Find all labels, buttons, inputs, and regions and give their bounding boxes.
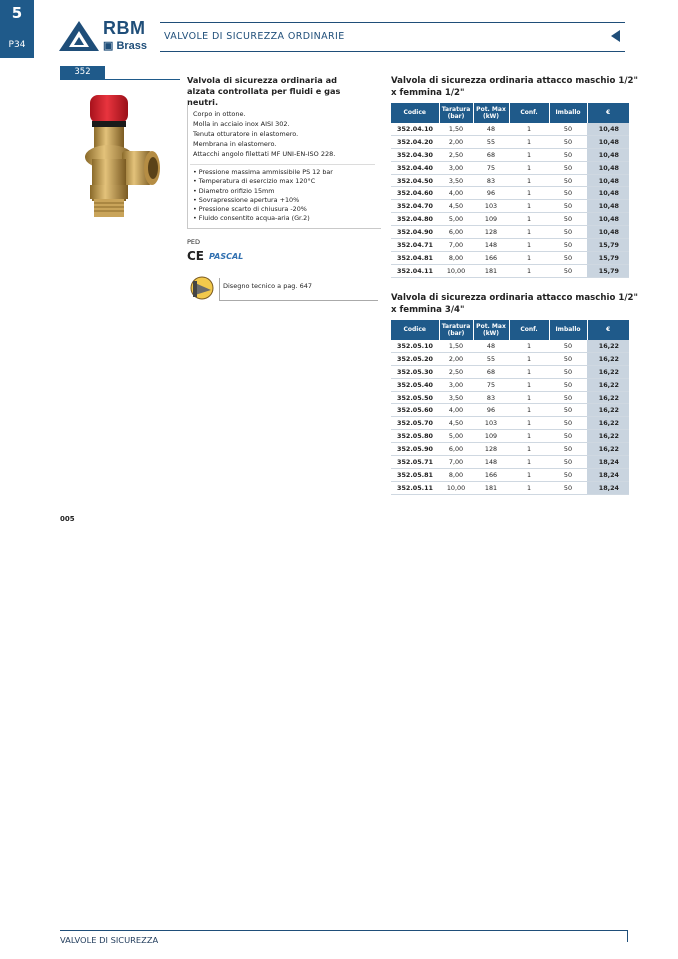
table-cell: 1 [509,481,549,494]
cell-price: 16,22 [587,443,629,456]
col-header: Imballo [549,320,587,340]
cell-price: 15,79 [587,251,629,264]
table-cell: 83 [473,391,509,404]
table-cell: 55 [473,352,509,365]
ce-mark: CE [187,249,205,263]
table-row [391,264,629,277]
table-cell: 75 [473,378,509,391]
table-cell: 96 [473,187,509,200]
table-row [391,148,629,161]
cell-code: 352.04.81 [391,251,439,264]
table-cell: 181 [473,481,509,494]
table-row [391,213,629,226]
table-cell: 83 [473,174,509,187]
table-cell: 50 [549,187,587,200]
table-cell: 3,50 [439,391,473,404]
table-cell: 5,00 [439,430,473,443]
cell-code: 352.04.11 [391,264,439,277]
col-header: Codice [391,320,439,340]
table-cell: 103 [473,417,509,430]
table-cell: 10,00 [439,481,473,494]
cell-code: 352.04.20 [391,135,439,148]
table-cell: 50 [549,251,587,264]
cell-code: 352.04.40 [391,161,439,174]
header-title: VALVOLE DI SICUREZZA ORDINARIE [164,31,345,42]
price-table-1 [391,103,629,278]
cell-price: 16,22 [587,430,629,443]
table-cell: 1 [509,417,549,430]
code-divider [60,79,180,80]
table-cell: 48 [473,123,509,135]
table-cell: 8,00 [439,251,473,264]
table-cell: 50 [549,391,587,404]
table-cell: 1 [509,365,549,378]
list-item: • Fluido consentito acqua-aria (Gr.2) [193,214,310,223]
rbm-triangle-icon [58,20,100,52]
col-header: Imballo [549,103,587,123]
list-item: • Temperatura di esercizio max 120°C [193,177,316,186]
table-cell: 50 [549,161,587,174]
table-cell: 50 [549,378,587,391]
table-cell: 1 [509,391,549,404]
table-cell: 3,50 [439,174,473,187]
page-number: P34 [8,40,26,50]
ped-label: PED [187,238,201,246]
cell-price: 15,79 [587,264,629,277]
footer-rule [60,930,628,931]
cell-price: 16,22 [587,365,629,378]
cell-code: 352.05.40 [391,378,439,391]
table-cell: 7,00 [439,239,473,252]
safety-valve-image [62,87,180,227]
table-cell: 50 [549,264,587,277]
list-item: Attacchi angolo filettati MF UNI-EN-ISO 228. [193,150,336,158]
cell-price: 16,22 [587,352,629,365]
table-cell: 50 [549,148,587,161]
table-cell: 8,00 [439,468,473,481]
table-cell: 1 [509,148,549,161]
table-row [391,352,629,365]
table-cell: 55 [473,135,509,148]
list-item: Corpo in ottone. [193,110,246,118]
product-code-tab: 352 [60,66,105,79]
cell-price: 16,22 [587,378,629,391]
table-cell: 1,50 [439,340,473,352]
table-cell: 109 [473,213,509,226]
table-cell: 75 [473,161,509,174]
table-cell: 4,50 [439,200,473,213]
cell-price: 16,22 [587,404,629,417]
table-cell: 1 [509,468,549,481]
specs-divider [190,164,375,165]
cell-price: 10,48 [587,226,629,239]
table-row [391,251,629,264]
footer-tick [627,930,628,942]
table-cell: 166 [473,251,509,264]
table-row [391,468,629,481]
table-cell: 4,00 [439,187,473,200]
table-cell: 181 [473,264,509,277]
list-item: • Pressione scarto di chiusura -20% [193,205,307,214]
specs-list [193,168,333,224]
tech-note: Disegno tecnico a pag. 647 [223,282,312,290]
table1-title: Valvola di sicurezza ordinaria attacco maschio 1/2" x femmina 1/2" [391,76,638,98]
cell-code: 352.05.80 [391,430,439,443]
table-cell: 4,00 [439,404,473,417]
chapter-tab [0,0,34,58]
table-row [391,456,629,469]
table-cell: 50 [549,352,587,365]
col-header: Taratura (bar) [439,103,473,123]
table-cell: 1 [509,430,549,443]
cell-code: 352.05.81 [391,468,439,481]
col-header: Conf. [509,320,549,340]
table-cell: 1 [509,456,549,469]
table-cell: 50 [549,174,587,187]
table-cell: 2,00 [439,352,473,365]
cell-price: 10,48 [587,187,629,200]
table-cell: 3,00 [439,378,473,391]
table-cell: 50 [549,200,587,213]
cell-price: 10,48 [587,148,629,161]
cell-price: 16,22 [587,340,629,352]
col-header: € [587,103,629,123]
col-header: Conf. [509,103,549,123]
cell-price: 16,22 [587,391,629,404]
table-cell: 1 [509,264,549,277]
table-cell: 1 [509,226,549,239]
table-row [391,391,629,404]
cell-code: 352.05.11 [391,481,439,494]
table-row [391,417,629,430]
table-cell: 50 [549,226,587,239]
table-cell: 1,50 [439,123,473,135]
table-cell: 1 [509,239,549,252]
table-cell: 1 [509,378,549,391]
table-cell: 2,00 [439,135,473,148]
logo-name: RBM [103,18,146,38]
table-cell: 109 [473,430,509,443]
price-table-2 [391,320,629,495]
table-row [391,135,629,148]
table-row [391,378,629,391]
table-row [391,430,629,443]
cell-price: 15,79 [587,239,629,252]
table-cell: 128 [473,226,509,239]
table-cell: 148 [473,456,509,469]
cell-code: 352.04.80 [391,213,439,226]
col-header: Pot. Max (kW) [473,320,509,340]
table-cell: 2,50 [439,365,473,378]
list-item: Membrana in elastomero. [193,140,277,148]
table-row [391,174,629,187]
list-item: • Sovrapressione apertura +10% [193,195,300,204]
table-row [391,404,629,417]
col-header: € [587,320,629,340]
table-row [391,239,629,252]
cell-price: 10,48 [587,161,629,174]
table-cell: 50 [549,417,587,430]
cell-price: 18,24 [587,456,629,469]
table-row [391,226,629,239]
cell-price: 16,22 [587,417,629,430]
table-cell: 48 [473,340,509,352]
table-cell: 6,00 [439,226,473,239]
cell-code: 352.05.71 [391,456,439,469]
table-cell: 96 [473,404,509,417]
cell-code: 352.04.90 [391,226,439,239]
table-cell: 50 [549,443,587,456]
list-item: Molla in acciaio inox AISI 302. [193,120,290,128]
list-item: • Pressione massima ammissibile PS 12 bar [193,168,333,176]
cell-price: 10,48 [587,200,629,213]
cell-price: 10,48 [587,135,629,148]
table-row [391,481,629,494]
table-cell: 50 [549,213,587,226]
table-row [391,187,629,200]
cell-price: 10,48 [587,174,629,187]
table-cell: 50 [549,123,587,135]
col-header: Pot. Max (kW) [473,103,509,123]
table-cell: 5,00 [439,213,473,226]
cell-code: 352.04.10 [391,123,439,135]
table-cell: 1 [509,123,549,135]
table-cell: 68 [473,365,509,378]
table-row [391,161,629,174]
logo-sub: ▣ Brass [103,40,148,52]
table-row [391,365,629,378]
table-row [391,443,629,456]
product-title: Valvola di sicurezza ordinaria ad alzata controllata per fluidi e gas neutri. [187,75,341,107]
col-header: Taratura (bar) [439,320,473,340]
cell-code: 352.05.70 [391,417,439,430]
table-cell: 103 [473,200,509,213]
table-cell: 1 [509,340,549,352]
table-cell: 1 [509,443,549,456]
cell-code: 352.04.60 [391,187,439,200]
list-item: Tenuta otturatore in elastomero. [193,130,299,138]
table-cell: 50 [549,365,587,378]
cell-code: 352.04.50 [391,174,439,187]
tech-drawing-reference[interactable] [189,275,379,299]
cell-price: 18,24 [587,468,629,481]
table-cell: 1 [509,161,549,174]
cell-code: 352.05.60 [391,404,439,417]
col-header: Codice [391,103,439,123]
table-cell: 50 [549,430,587,443]
table-cell: 2,50 [439,148,473,161]
materials-list [193,109,335,159]
cell-price: 10,48 [587,213,629,226]
table-cell: 1 [509,404,549,417]
table-cell: 50 [549,340,587,352]
table-cell: 1 [509,135,549,148]
chapter-number: 5 [11,4,23,22]
table-cell: 1 [509,174,549,187]
cell-code: 352.04.30 [391,148,439,161]
table-cell: 4,50 [439,417,473,430]
table-cell: 166 [473,468,509,481]
page-code: 005 [60,515,75,523]
table-cell: 50 [549,135,587,148]
table-cell: 6,00 [439,443,473,456]
cell-code: 352.05.90 [391,443,439,456]
table-row [391,340,629,352]
table-cell: 10,00 [439,264,473,277]
table-cell: 148 [473,239,509,252]
footer-title: VALVOLE DI SICUREZZA [60,935,159,945]
table-row [391,200,629,213]
cell-code: 352.05.20 [391,352,439,365]
table-cell: 1 [509,251,549,264]
table-cell: 68 [473,148,509,161]
cell-code: 352.05.30 [391,365,439,378]
list-item: • Diametro orifizio 15mm [193,186,275,195]
table-cell: 50 [549,239,587,252]
table-cell: 1 [509,213,549,226]
table-row [391,123,629,135]
back-arrow-icon[interactable] [611,30,620,42]
cell-code: 352.04.71 [391,239,439,252]
caliper-icon [189,275,217,301]
table-cell: 1 [509,187,549,200]
table-cell: 3,00 [439,161,473,174]
table-cell: 128 [473,443,509,456]
cell-price: 10,48 [587,123,629,135]
table-cell: 7,00 [439,456,473,469]
table-cell: 1 [509,200,549,213]
table-cell: 50 [549,404,587,417]
table-cell: 50 [549,481,587,494]
table-cell: 50 [549,468,587,481]
table-cell: 50 [549,456,587,469]
cell-code: 352.05.50 [391,391,439,404]
table2-title: Valvola di sicurezza ordinaria attacco maschio 1/2" x femmina 3/4" [391,293,638,315]
rbm-logo [58,18,158,54]
cell-price: 18,24 [587,481,629,494]
cell-code: 352.04.70 [391,200,439,213]
table-cell: 1 [509,352,549,365]
pascal-logo: PASCAL [209,252,244,261]
cell-code: 352.05.10 [391,340,439,352]
